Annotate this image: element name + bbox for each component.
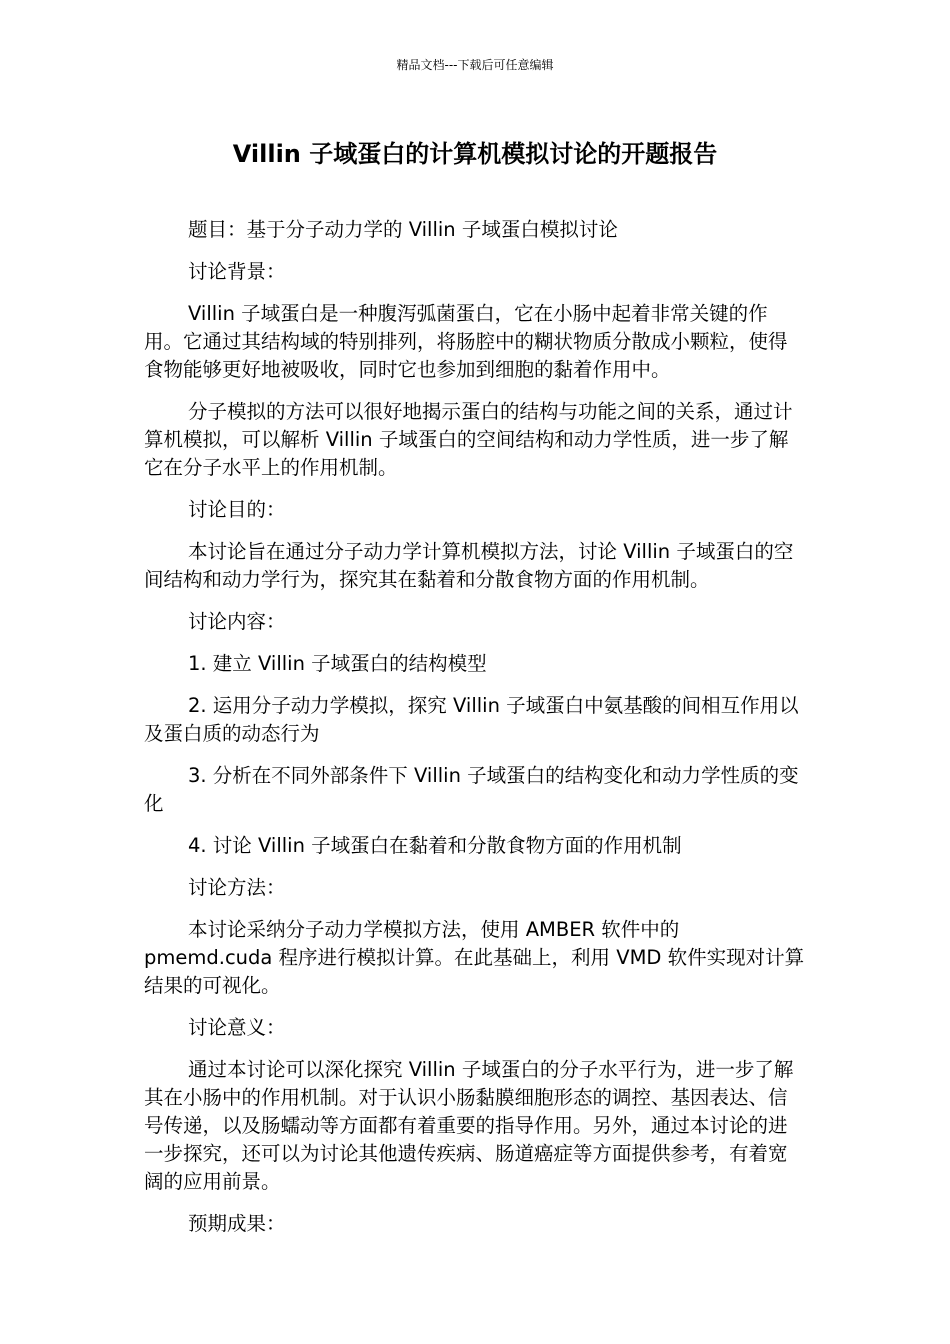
content-item-3: 3. 分析在不同外部条件下 Villin 子域蛋白的结构变化和动力学性质的变化 <box>144 764 799 815</box>
section-heading-significance: 讨论意义： <box>188 1016 286 1039</box>
background-paragraph-1: Villin 子域蛋白是一种腹泻弧菌蛋白，它在小肠中起着非常关键的作用。它通过其结构域的特别排列，将肠腔中的糊状物质分散成小颗粒，使得食物能够更好地被吸收，同时它也参加到细胞的黏着作用中。 <box>144 302 788 381</box>
method-paragraph: 本讨论采纳分子动力学模拟方法，使用 AMBER 软件中的 pmemd.cuda 程序进行模拟计算。在此基础上，利用 VMD 软件实现对计算结果的可视化。 <box>144 918 805 997</box>
header-note: 精品文档---下载后可任意编辑 <box>396 58 554 72</box>
section-heading-method: 讨论方法： <box>188 876 286 899</box>
section-heading-content: 讨论内容： <box>188 610 286 633</box>
topic-line: 题目：基于分子动力学的 Villin 子域蛋白模拟讨论 <box>188 218 618 241</box>
content-item-4: 4. 讨论 Villin 子域蛋白在黏着和分散食物方面的作用机制 <box>188 834 682 857</box>
content-item-2: 2. 运用分子动力学模拟，探究 Villin 子域蛋白中氨基酸的间相互作用以及蛋白质的动态行为 <box>144 694 799 745</box>
significance-paragraph: 通过本讨论可以深化探究 Villin 子域蛋白的分子水平行为，进一步了解其在小肠中的作用机制。对于认识小肠黏膜细胞形态的调控、基因表达、信号传递，以及肠蠕动等方面都有着重要的指导作用。另外，通过本讨论的进一步探究，还可以为讨论其他遗传疾病、肠道癌症等方面提供参考，有着宽阔的应用前景。 <box>144 1058 794 1193</box>
section-heading-expected-results: 预期成果： <box>188 1212 286 1235</box>
document-title: Villin 子域蛋白的计算机模拟讨论的开题报告 <box>232 140 718 168</box>
section-heading-purpose: 讨论目的： <box>188 498 286 521</box>
section-heading-background: 讨论背景： <box>188 260 286 283</box>
document-body <box>144 216 806 1252</box>
background-paragraph-2: 分子模拟的方法可以很好地揭示蛋白的结构与功能之间的关系，通过计算机模拟，可以解析 Villin 子域蛋白的空间结构和动力学性质，进一步了解它在分子水平上的作用机制。 <box>144 400 793 479</box>
purpose-paragraph: 本讨论旨在通过分子动力学计算机模拟方法，讨论 Villin 子域蛋白的空间结构和动力学行为，探究其在黏着和分散食物方面的作用机制。 <box>144 540 794 591</box>
content-item-1: 1. 建立 Villin 子域蛋白的结构模型 <box>188 652 487 675</box>
